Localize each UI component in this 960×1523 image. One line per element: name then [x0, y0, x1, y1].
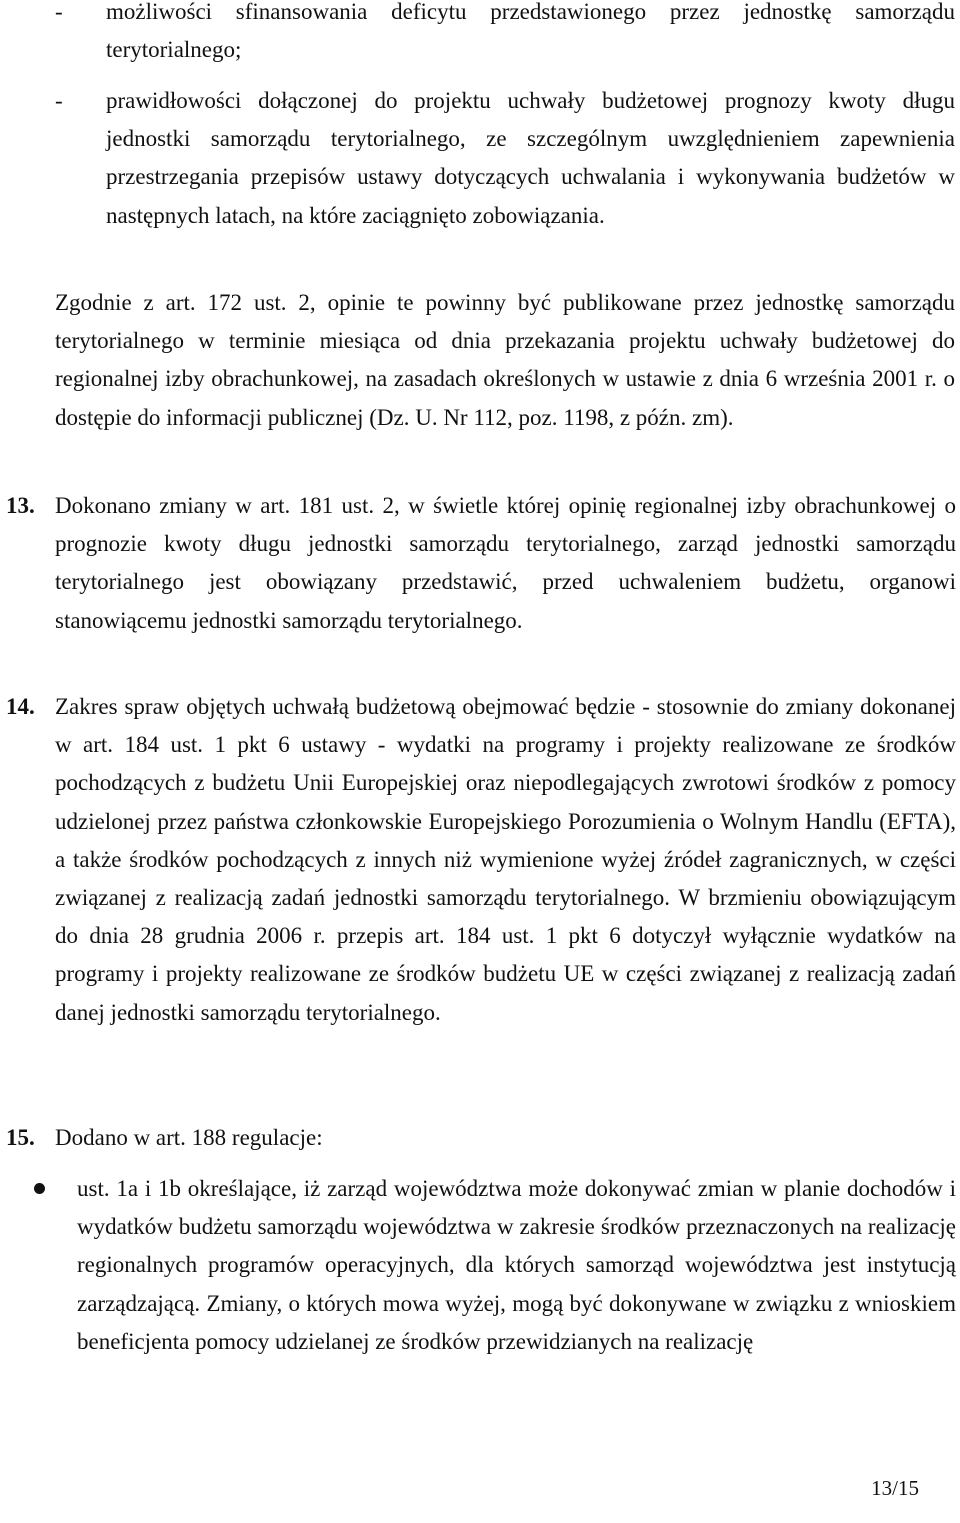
dash-item-text: możliwości sfinansowania deficytu przedstawionego przez jednostkę samorządu terytorialnego; [106, 0, 955, 63]
item-number: 15. [6, 1125, 35, 1150]
item-number: 14. [6, 694, 35, 719]
page-number: 13/15 [871, 1476, 919, 1500]
item-text: Dokonano zmiany w art. 181 ust. 2, w świetle której opinię regionalnej izby obrachunkowej o prognozie kwoty długu jednostki samorządu terytorialnego, zarząd jednostki samorządu terytorialnego jest obowiązany przedstawić, przed uchwaleniem budżetu, organowi stanowiącemu jednostki samorządu terytorialnego. [55, 493, 956, 633]
bullet-item-text: ust. 1a i 1b określające, iż zarząd województwa może dokonywać zmian w planie dochodów i wydatków budżetu samorządu województwa w zakresie środków przeznaczonych na realizację regionalnych programów operacyjnych, dla których samorząd województwa jest instytucją zarządzającą. Zmiany, o których mowa wyżej, mogą być dokonywane w związku z wnioskiem beneficjenta pomocy udzielanej ze środków przewidzianych na realizację [77, 1176, 956, 1354]
item-text: Zakres spraw objętych uchwałą budżetową obejmować będzie - stosownie do zmiany dokonanej w art. 184 ust. 1 pkt 6 ustawy - wydatki na programy i projekty realizowane ze środków pochodzących z budżetu Unii Europejskiej oraz niepodlegających zwrotowi środków z pomocy udzielonej przez państwa członkowskie Europejskiego Porozumienia o Wolnym Handlu (EFTA), a także środków pochodzących z innych niż wymienione wyżej źródeł zagranicznych, w części związanej z realizacją zadań jednostki samorządu terytorialnego. W brzmieniu obowiązującym do dnia 28 grudnia 2006 r. przepis art. 184 ust. 1 pkt 6 dotyczył wyłącznie wydatków na programy i projekty realizowane ze środków budżetu UE w części związanej z realizacją zadań danej jednostki samorządu terytorialnego. [55, 694, 956, 1025]
item-text: Dodano w art. 188 regulacje: [55, 1125, 323, 1150]
numbered-item-14 [6, 688, 956, 1032]
dash-list-item [55, 82, 955, 235]
bullet-list-item [30, 1170, 956, 1361]
dash-marker: - [55, 0, 63, 24]
numbered-item-15 [6, 1119, 956, 1157]
dash-list-item [55, 0, 955, 69]
numbered-item-13 [6, 487, 956, 640]
item-number: 13. [6, 493, 35, 518]
paragraph-art-172: Zgodnie z art. 172 ust. 2, opinie te powinny być publikowane przez jednostkę samorządu terytorialnego w terminie miesiąca od dnia przekazania projektu uchwały budżetowej do regionalnej izby obrachunkowej, na zasadach określonych w ustawie z dnia 6 września 2001 r. o dostępie do informacji publicznej (Dz. U. Nr 112, poz. 1198, z późn. zm). [55, 290, 955, 430]
dash-marker: - [55, 88, 63, 113]
bullet-icon [34, 1183, 45, 1194]
dash-item-text: prawidłowości dołączonej do projektu uchwały budżetowej prognozy kwoty długu jednostki samorządu terytorialnego, ze szczególnym uwzględnieniem zapewnienia przestrzegania przepisów ustawy dotyczących uchwalania i wykonywania budżetów w następnych latach, na które zaciągnięto zobowiązania. [106, 88, 955, 228]
